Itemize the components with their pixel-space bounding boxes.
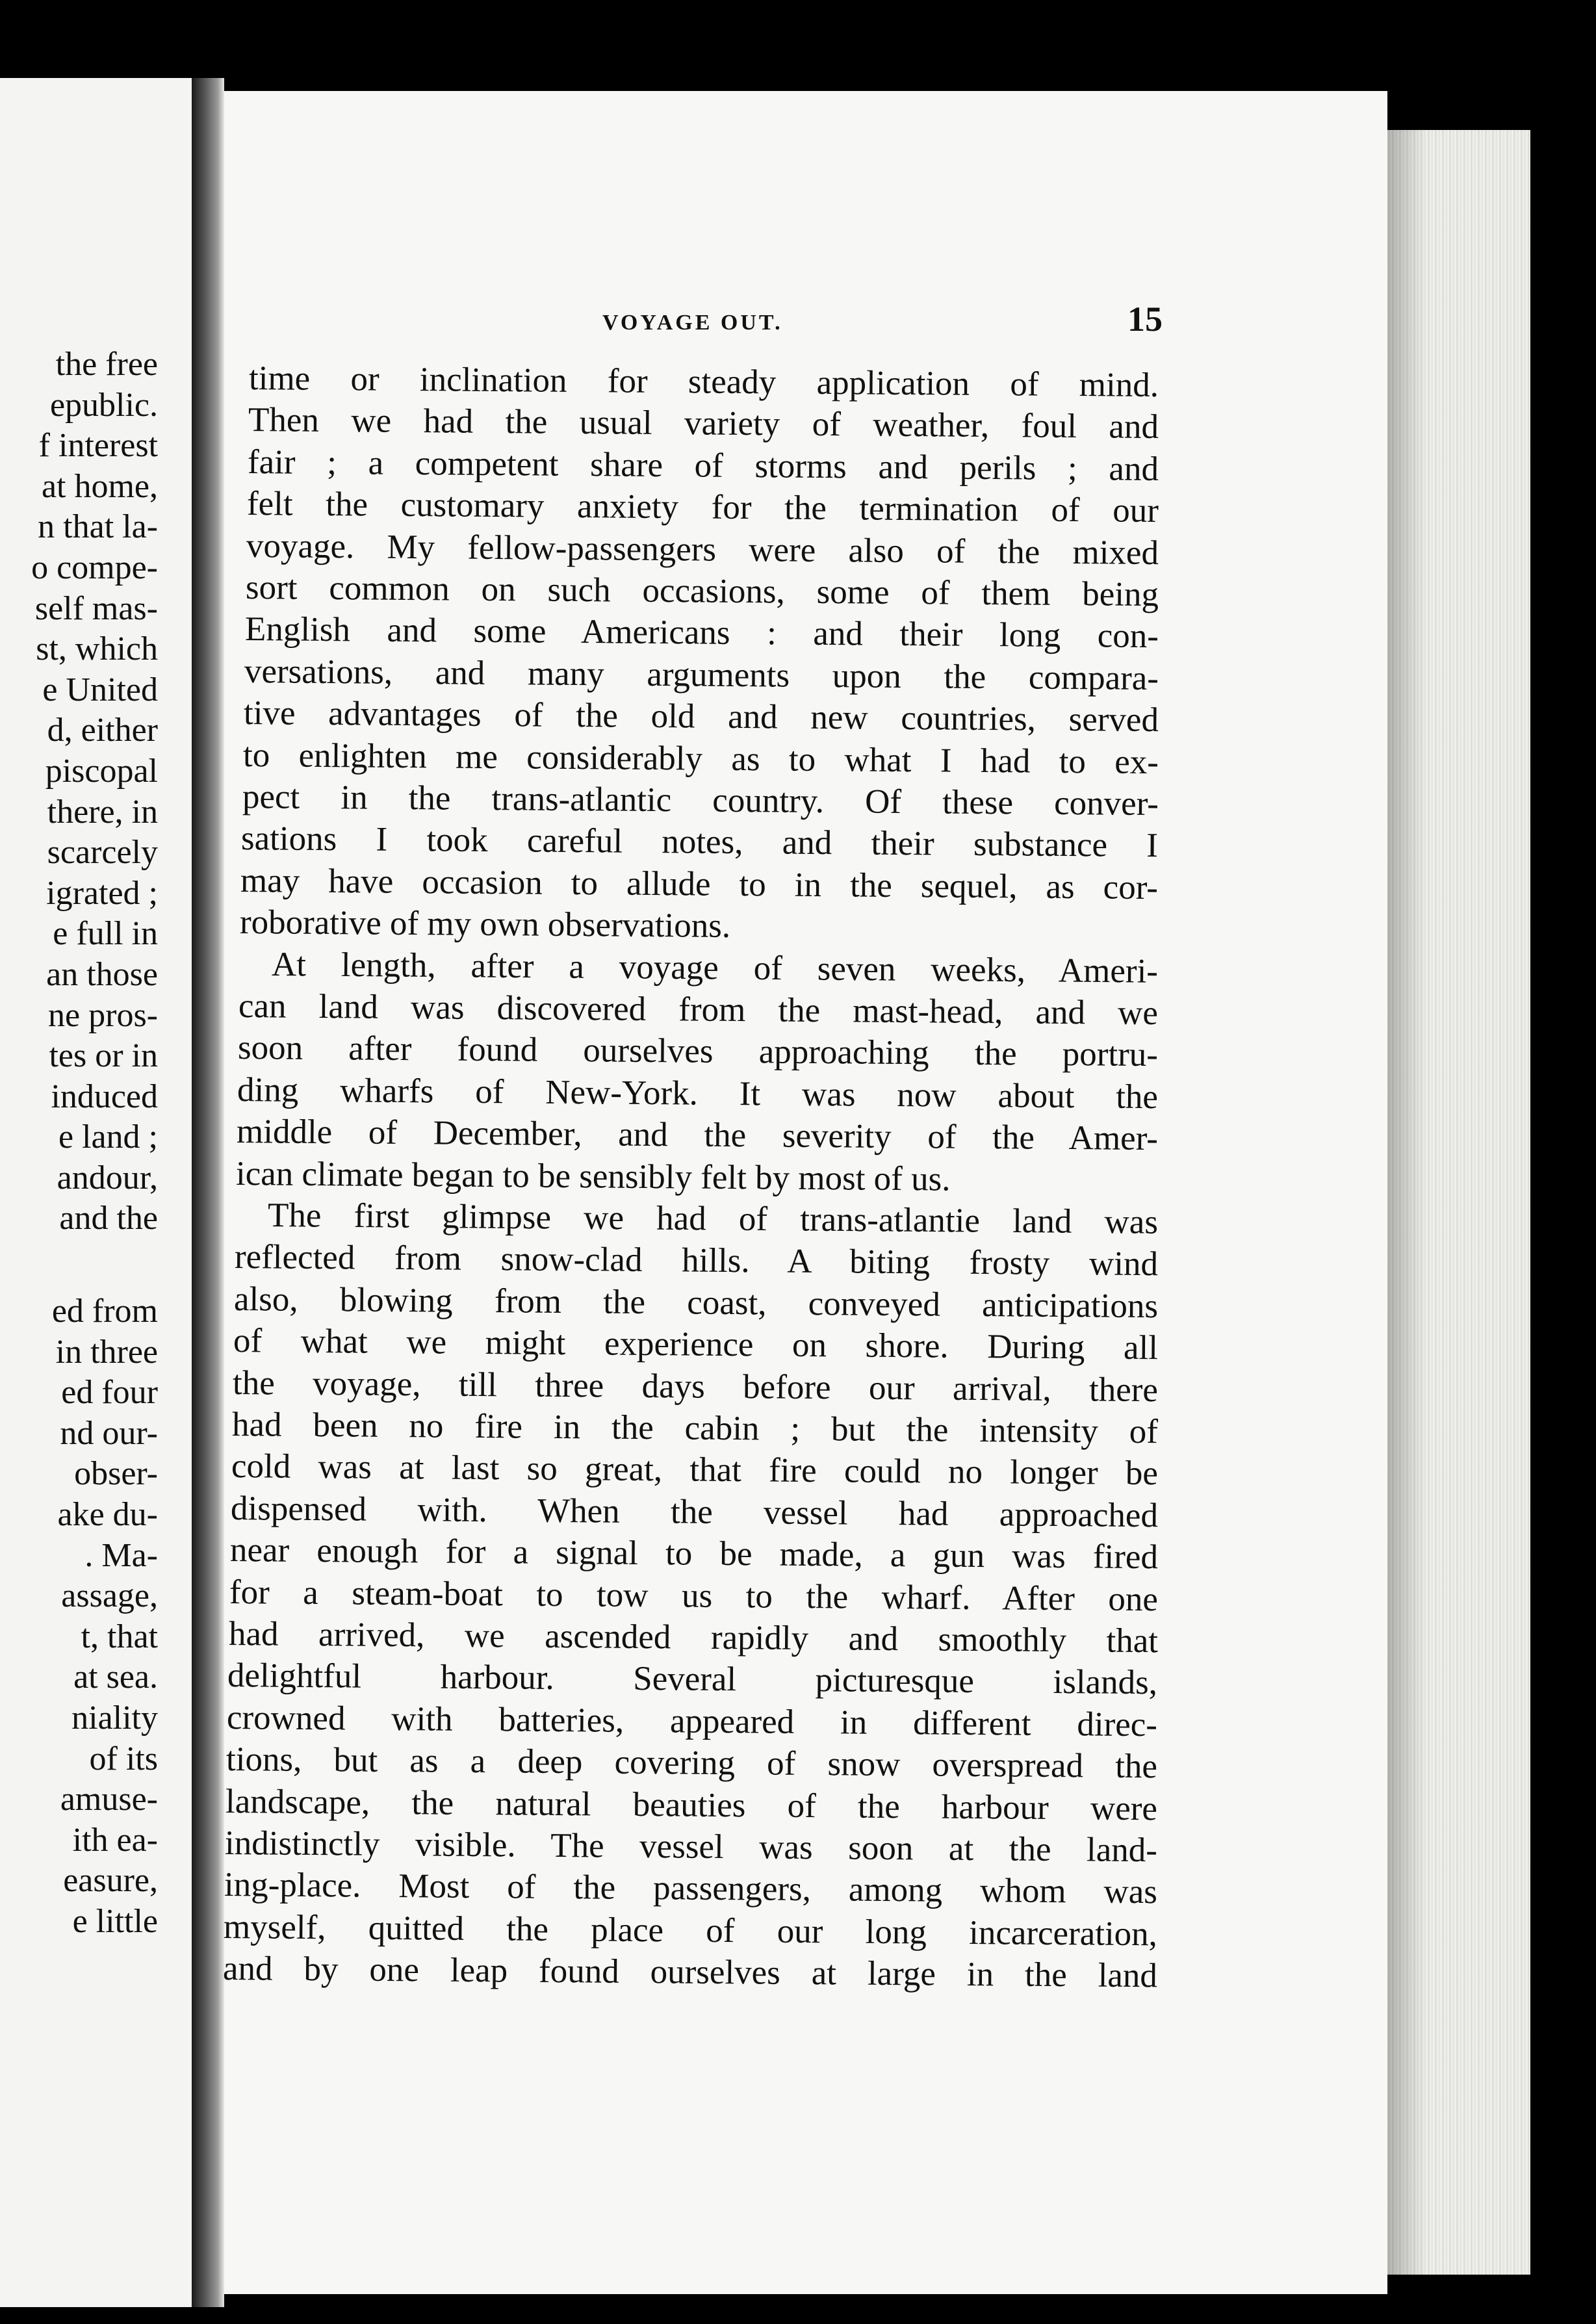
- page-edges: [1387, 130, 1530, 2275]
- text-line: tions, but as a deep covering of snow overspread the: [226, 1740, 1158, 1786]
- text-line: can land was discovered from the mast-head, and we: [238, 987, 1159, 1033]
- book-page: [224, 91, 1387, 2294]
- fragment-line: nd our-: [60, 1414, 158, 1452]
- text-line: myself, quitted the place of our long incarceration,: [223, 1907, 1158, 1954]
- fragment-line: easure,: [63, 1862, 158, 1900]
- text-line: sations I took careful notes, and their substance I: [241, 820, 1159, 865]
- fragment-line: ith ea-: [72, 1821, 158, 1859]
- text-line: English and some Americans : and their long con-: [244, 610, 1159, 656]
- text-line: soon after found ourselves approaching the portru-: [237, 1029, 1159, 1074]
- text-line: reflected from snow-clad hills. A biting frosty wind: [234, 1238, 1159, 1284]
- fragment-line: at sea.: [73, 1659, 158, 1696]
- fragment-line: scarcely: [47, 834, 158, 872]
- fragment-line: amuse-: [60, 1781, 158, 1818]
- fragment-line: assage,: [61, 1577, 158, 1615]
- text-line: had been no fire in the cabin ; but the intensity of: [231, 1406, 1158, 1451]
- text-line: sort common on such occasions, some of them being: [245, 569, 1159, 614]
- text-line: landscape, the natural beauties of the harbour were: [225, 1782, 1158, 1827]
- text-line: of what we might experience on shore. During all: [233, 1322, 1159, 1367]
- text-line: versations, and many arguments upon the compara-: [244, 652, 1159, 697]
- fragment-line: induced: [51, 1078, 158, 1115]
- page-number: 15: [1127, 300, 1163, 339]
- text-line: had arrived, we ascended rapidly and smoothly that: [228, 1615, 1158, 1660]
- fragment-line: . Ma-: [84, 1536, 158, 1574]
- fragment-line: in three: [55, 1333, 158, 1371]
- text-line: cold was at last so great, that fire could no longer be: [231, 1447, 1158, 1493]
- fragment-line: of its: [89, 1740, 158, 1777]
- text-line: ican climate began to be sensibly felt by most of us.: [235, 1154, 951, 1198]
- fragment-line: an those: [46, 955, 158, 993]
- text-line: roborative of my own observations.: [240, 903, 731, 946]
- fragment-line: ed from: [51, 1293, 158, 1330]
- fragment-line: at home,: [41, 467, 158, 505]
- fragment-line: the free: [55, 346, 158, 383]
- fragment-line: e little: [72, 1902, 158, 1940]
- fragment-line: e full in: [53, 915, 158, 953]
- text-line: ing-place. Most of the passengers, among whom was: [224, 1866, 1158, 1911]
- fragment-line: e land ;: [58, 1118, 158, 1156]
- text-line: and by one leap found ourselves at large in the land: [222, 1950, 1158, 1995]
- page-edges-shadow: [1387, 130, 1426, 2275]
- fragment-line: st, which: [36, 630, 158, 668]
- page-header: [224, 299, 1387, 344]
- text-line: The first glimpse we had of trans-atlantie land was: [267, 1196, 1159, 1241]
- text-line: indistinctly visible. The vessel was soon at the land-: [225, 1824, 1158, 1870]
- text-line: may have occasion to allude to in the sequel, as cor-: [240, 861, 1159, 907]
- fragment-line: there, in: [47, 793, 158, 831]
- text-line: delightful harbour. Several picturesque islands,: [227, 1657, 1158, 1702]
- fragment-line: d, either: [47, 712, 158, 749]
- text-line: to enlighten me considerably as to what I had to ex-: [242, 736, 1159, 781]
- fragment-line: andour,: [57, 1159, 158, 1196]
- text-line: dispensed with. When the vessel had approached: [230, 1489, 1158, 1535]
- fragment-line: ake du-: [57, 1496, 158, 1534]
- fragment-line: epublic.: [49, 386, 158, 424]
- fragment-line: f interest: [38, 427, 158, 465]
- text-line: crowned with batteries, appeared in different direc-: [227, 1698, 1158, 1744]
- text-line: for a steam-boat to tow us to the wharf. After one: [229, 1573, 1158, 1618]
- fragment-line: n that la-: [38, 508, 158, 546]
- fragment-line: o compe-: [31, 549, 158, 586]
- book-gutter: [192, 78, 224, 2307]
- fragment-gap: [0, 1239, 158, 1291]
- fragment-line: t, that: [81, 1618, 158, 1655]
- fragment-line: piscopal: [45, 752, 158, 790]
- fragment-line: ne pros-: [48, 996, 158, 1034]
- fragment-line: ed four: [61, 1374, 158, 1412]
- fragment-line: tes or in: [49, 1037, 158, 1075]
- text-line: ding wharfs of New-York. It was now about the: [237, 1070, 1159, 1116]
- fragment-line: niality: [71, 1699, 158, 1737]
- text-line: tive advantages of the old and new countries, served: [243, 694, 1159, 740]
- text-line: near enough for a signal to be made, a gun was fired: [229, 1531, 1158, 1577]
- previous-page-fragment: [0, 78, 192, 2307]
- fragment-line: igrated ;: [46, 874, 158, 912]
- text-line: felt the customary anxiety for the termination of our: [246, 485, 1159, 530]
- text-line: At length, after a voyage of seven weeks, Ameri-: [272, 945, 1159, 990]
- text-line: the voyage, till three days before our arrival, there: [232, 1363, 1158, 1409]
- text-line: fair ; a competent share of storms and perils ; and: [247, 443, 1159, 488]
- text-line: time or inclination for steady application of mind.: [248, 359, 1159, 404]
- text-line: pect in the trans-atlantic country. Of these conver-: [242, 778, 1159, 823]
- text-line: voyage. My fellow-passengers were also of the mixed: [246, 526, 1159, 572]
- fragment-line: and the: [59, 1200, 158, 1237]
- fragment-line: e United: [42, 671, 158, 708]
- text-line: also, blowing from the coast, conveyed anticipations: [233, 1280, 1159, 1325]
- text-line: Then we had the usual variety of weather, foul and: [248, 401, 1159, 446]
- running-head: VOYAGE OUT.: [602, 311, 783, 335]
- text-line: middle of December, and the severity of the Amer-: [236, 1113, 1159, 1158]
- fragment-line: obser-: [74, 1455, 158, 1493]
- fragment-line: self mas-: [34, 589, 158, 627]
- previous-page-text: [0, 344, 158, 1943]
